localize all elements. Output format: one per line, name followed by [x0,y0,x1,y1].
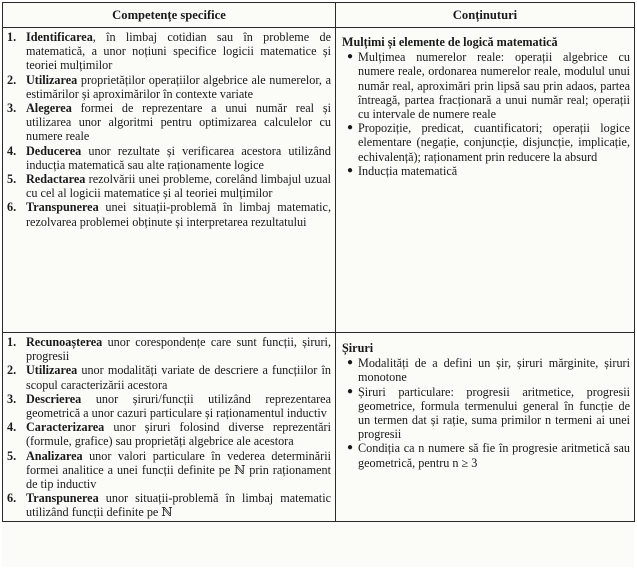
bullet-icon: ● [346,164,354,176]
competences-cell [3,28,336,333]
competence-keyword: Utilizarea [26,72,78,87]
competence-item [7,449,331,492]
competence-text: unor corespondențe care sunt funcții, șiruri, progresii [26,335,331,364]
competence-text: unor rezultate și verificarea acestora utilizând inducția matematică sau alte raționamente logice [26,143,331,172]
competence-text: , în limbaj cotidian sau în probleme de matematică, a unor noțiuni specifice logicii matematice și teoriei mulțimilor [26,30,331,73]
competence-text: unor valori particulare în vederea determinării formei analitice a unei funcții definite pe ℕ prin raționament de tip inductiv [26,448,331,492]
competence-item [7,392,331,420]
competence-number: 3. [7,391,17,406]
competence-keyword: Caracterizarea [26,420,105,435]
curriculum-table-page [2,2,634,567]
table-row-sequences [3,333,635,522]
list-item: ● Propoziție, predicat, cuantificatori; operații logice elementare (negație, conjuncție, disjuncție, implicație, echivalență); raționament prin reducere la absurd [342,121,630,164]
contents-list [342,50,630,178]
competence-text: unei situații-problemă în limbaj matematic, rezolvarea problemei obținute și interpretarea rezultatului [26,200,331,229]
competence-item [7,101,331,144]
header-contents: Conținuturi [336,3,635,28]
competence-text: unor modalități variate de descriere a funcțiilor în scopul caracterizării acestora [26,363,331,392]
competence-number: 2. [7,363,17,378]
competence-keyword: Analizarea [26,448,83,463]
list-item: ● Mulțimea numerelor reale: operații algebrice cu numere reale, ordonarea numerelor reale, modulul unui număr real, aproximări prin lipsă sau prin adaos, partea întreagă, partea fracționară a unui număr real; operații cu intervale de numere reale [342,50,630,121]
competence-text: unor șiruri folosind diverse reprezentări (formule, grafice) sau proprietăți algebrice ale acestora [26,420,331,449]
contents-cell [336,28,635,333]
competence-number: 6. [7,491,17,506]
competence-item [7,200,331,228]
header-competences: Competențe specifice [3,3,336,28]
competence-keyword: Descrierea [26,391,82,406]
table-header-row [3,3,635,28]
competence-number: 5. [7,448,17,463]
competence-text: unor situații-problemă în limbaj matematic utilizând funcții definite pe ℕ [26,491,331,520]
competence-item [7,491,331,519]
bullet-icon: ● [346,357,354,369]
competence-number: 5. [7,172,17,187]
competence-keyword: Utilizarea [26,363,78,378]
competence-text: unor șiruri/funcții utilizând reprezentarea geometrică a unor cazuri particulare și raționamentul inductiv [26,391,331,421]
bullet-icon: ● [346,442,354,454]
competence-keyword: Deducerea [26,143,82,158]
competence-keyword: Alegerea [26,101,72,116]
competences-cell [3,333,336,522]
bullet-icon: ● [346,51,354,63]
competences-contents-table [2,2,635,522]
competence-keyword: Identificarea [26,30,93,44]
list-item: ● Condiția ca n numere să fie în progresie aritmetică sau geometrică, pentru n ≥ 3 [342,441,630,469]
competence-keyword: Transpunerea [26,491,99,506]
competence-text: rezolvării unei probleme, corelând limbajul uzual cu cel al logicii matematice și al teoriei mulțimilor [26,172,331,201]
competence-number: 2. [7,72,17,87]
competence-keyword: Recunoașterea [26,335,103,349]
competence-text: formei de reprezentare a unui număr real și utilizarea unor algoritmi pentru optimizarea calculelor cu numere reale [26,101,331,144]
competence-item [7,144,331,172]
competence-item [7,30,331,73]
competence-number: 4. [7,143,17,158]
competence-number: 4. [7,420,17,435]
list-item: ● Modalități de a defini un șir, șiruri mărginite, șiruri monotone [342,356,630,384]
list-item: ● Șiruri particulare: progresii aritmetice, progresii geometrice, formula termenului general în funcție de un termen dat și rație, suma primilor n termeni ai unei progresii [342,385,630,442]
competence-keyword: Redactarea [26,172,86,187]
contents-section-title: Mulțimi și elemente de logică matematică [342,35,558,49]
bullet-icon: ● [346,122,354,134]
competence-item [7,73,331,101]
competence-number: 3. [7,101,17,116]
contents-list [342,356,630,470]
table-row-sets-logic [3,28,635,333]
competence-item [7,420,331,448]
competence-number: 6. [7,200,17,215]
competence-item [7,172,331,200]
competence-item [7,363,331,391]
competence-number: 1. [7,30,17,44]
competence-number: 1. [7,335,17,349]
bullet-icon: ● [346,385,354,397]
list-item: ● Inducția matematică [342,164,630,178]
contents-section-title: Șiruri [342,341,374,355]
contents-cell [336,333,635,522]
competence-keyword: Transpunerea [26,200,99,215]
competence-text: proprietăților operațiilor algebrice ale numerelor, a estimărilor și aproximărilor în contexte variate [26,72,331,101]
competence-item [7,335,331,363]
